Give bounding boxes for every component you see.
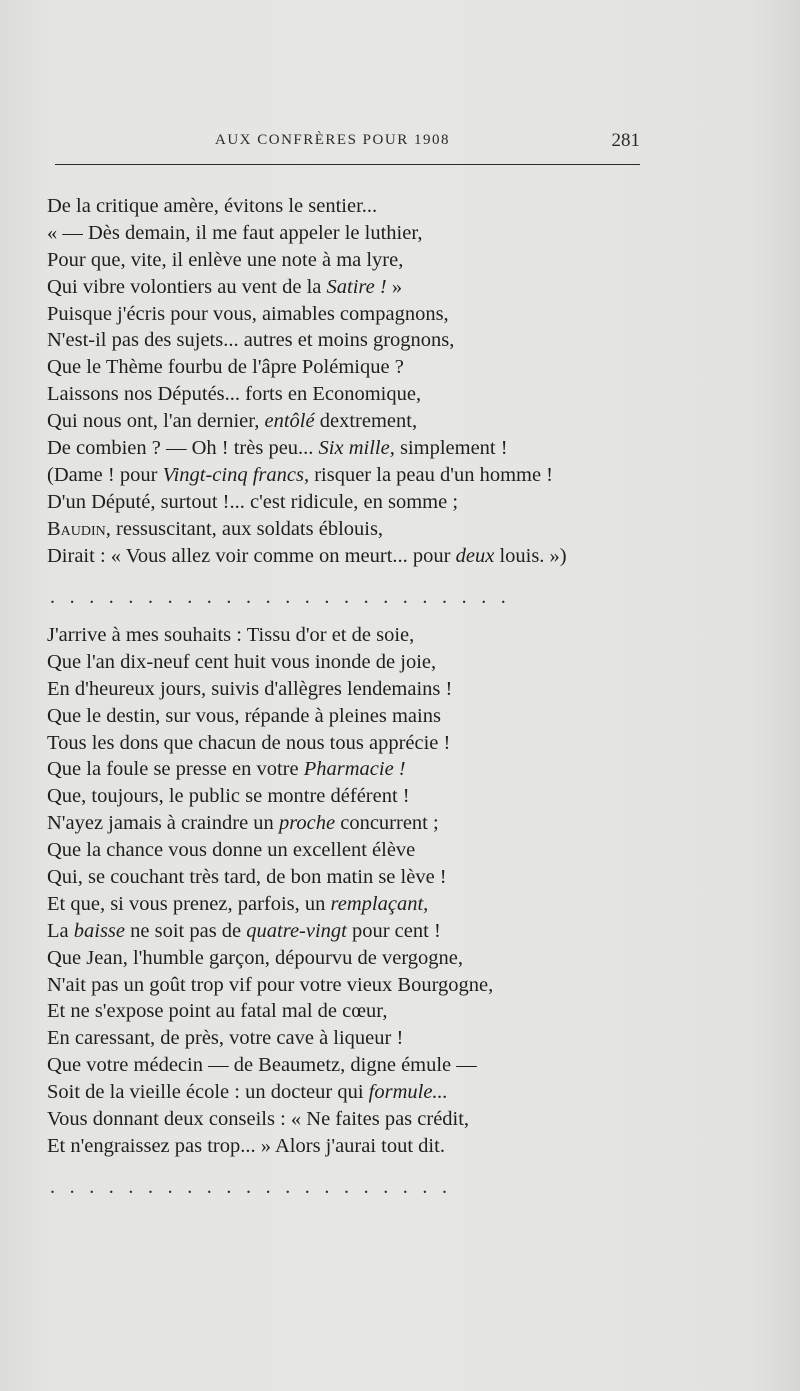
text-segment: Baudin	[47, 517, 106, 540]
verse-line	[47, 516, 567, 543]
text-segment: La	[47, 919, 74, 942]
poem-stanza-2	[47, 622, 493, 1160]
text-segment: De combien ? — Oh ! très peu...	[47, 437, 319, 460]
text-segment: (Dame ! pour	[47, 463, 163, 486]
text-segment: Qui, se couchant très tard, de bon matin se lève !	[47, 866, 447, 889]
italic-segment: entôlé	[264, 410, 315, 433]
verse-line	[47, 756, 493, 783]
text-segment: , ressuscitant, aux soldats éblouis,	[105, 517, 384, 540]
verse-line	[47, 301, 567, 328]
text-segment: Soit de la vieille école : un docteur qui	[47, 1081, 369, 1104]
verse-line	[47, 783, 493, 810]
text-segment: Que l'an dix-neuf cent huit vous inonde de joie,	[47, 650, 437, 673]
verse-line	[47, 435, 567, 462]
verse-line	[47, 703, 493, 730]
text-segment: pour cent !	[346, 919, 441, 942]
verse-line	[47, 972, 493, 999]
verse-line	[47, 1133, 493, 1160]
text-segment: ne soit pas de	[125, 919, 247, 942]
text-segment: Que la foule se presse en votre	[47, 758, 304, 781]
text-segment: Tous les dons que chacun de nous tous apprécie !	[47, 731, 451, 754]
page-number: 281	[611, 130, 640, 151]
verse-line	[47, 327, 567, 354]
verse-line	[47, 489, 567, 516]
italic-segment: Vingt-cinq francs,	[162, 463, 310, 486]
verse-line	[47, 837, 493, 864]
text-segment: Que le Thème fourbu de l'âpre Polémique ?	[47, 356, 404, 379]
text-segment: Que votre médecin — de Beaumetz, digne émule —	[47, 1054, 477, 1077]
verse-line	[47, 1052, 493, 1079]
text-segment: »	[386, 275, 403, 298]
text-segment: Que le destin, sur vous, répande à pleines mains	[47, 704, 441, 727]
text-segment: Que, toujours, le public se montre déférent !	[47, 785, 410, 808]
text-segment: D'un Député, surtout !... c'est ridicule, en somme ;	[47, 490, 459, 513]
verse-line	[47, 543, 567, 570]
text-segment: Que la chance vous donne un excellent élève	[47, 839, 416, 862]
text-segment: Et ne s'expose point au fatal mal de cœur,	[47, 1000, 388, 1023]
text-segment: Vous donnant deux conseils : « Ne faites pas crédit,	[47, 1108, 470, 1131]
text-segment: En d'heureux jours, suivis d'allègres lendemains !	[47, 677, 453, 700]
italic-segment: quatre-vingt	[246, 919, 347, 942]
text-segment: Puisque j'écris pour vous, aimables compagnons,	[47, 302, 449, 325]
italic-segment: formule...	[368, 1081, 448, 1104]
ellipsis-separator: .....................	[50, 1176, 462, 1198]
verse-line	[47, 462, 567, 489]
italic-segment: deux	[455, 544, 495, 567]
page-header	[55, 128, 640, 165]
verse-line	[47, 891, 493, 918]
text-segment: Pour que, vite, il enlève une note à ma lyre,	[47, 248, 404, 271]
poem-stanza-1	[47, 193, 567, 569]
verse-line	[47, 193, 567, 220]
text-segment: concurrent ;	[335, 812, 439, 835]
text-segment: simplement !	[394, 437, 508, 460]
text-segment: De la critique amère, évitons le sentier...	[47, 195, 378, 217]
text-segment: Et que, si vous prenez, parfois, un	[47, 892, 331, 915]
verse-line	[47, 918, 493, 945]
verse-line	[47, 408, 567, 435]
text-segment: Dirait : « Vous allez voir comme on meurt... pour	[47, 544, 456, 567]
verse-line	[47, 247, 567, 274]
verse-line	[47, 730, 493, 757]
text-segment: Qui vibre volontiers au vent de la	[47, 275, 327, 298]
text-segment: Que Jean, l'humble garçon, dépourvu de vergogne,	[47, 946, 464, 969]
italic-segment: Pharmacie !	[303, 758, 406, 781]
verse-line	[47, 864, 493, 891]
verse-line	[47, 354, 567, 381]
ellipsis-separator: ........................	[50, 586, 521, 608]
text-segment: risquer la peau d'un homme !	[309, 463, 554, 486]
text-segment: louis. »)	[494, 544, 567, 567]
verse-line	[47, 676, 493, 703]
italic-segment: Six mille,	[318, 437, 395, 460]
text-segment: J'arrive à mes souhaits : Tissu d'or et de soie,	[47, 624, 415, 646]
text-segment: Qui nous ont, l'an dernier,	[47, 410, 265, 433]
text-segment: N'ait pas un goût trop vif pour votre vieux Bourgogne,	[47, 973, 494, 996]
verse-line	[47, 945, 493, 972]
verse-line	[47, 622, 493, 649]
italic-segment: proche	[278, 812, 336, 835]
text-segment: « — Dès demain, il me faut appeler le luthier,	[47, 221, 423, 244]
italic-segment: baisse	[73, 919, 125, 942]
verse-line	[47, 998, 493, 1025]
verse-line	[47, 1079, 493, 1106]
verse-line	[47, 1025, 493, 1052]
text-segment: Laissons nos Députés... forts en Economique,	[47, 383, 422, 406]
verse-line	[47, 649, 493, 676]
text-segment: N'est-il pas des sujets... autres et moins grognons,	[47, 329, 455, 352]
italic-segment: remplaçant,	[330, 892, 429, 915]
running-title: AUX CONFRÈRES POUR 1908	[215, 132, 450, 148]
verse-line	[47, 381, 567, 408]
verse-line	[47, 274, 567, 301]
text-segment: dextrement,	[314, 410, 418, 433]
verse-line	[47, 220, 567, 247]
text-segment: En caressant, de près, votre cave à liqueur !	[47, 1027, 404, 1050]
verse-line	[47, 1106, 493, 1133]
text-segment: N'ayez jamais à craindre un	[47, 812, 279, 835]
verse-line	[47, 810, 493, 837]
italic-segment: Satire !	[326, 275, 387, 298]
text-segment: Et n'engraissez pas trop... » Alors j'aurai tout dit.	[47, 1134, 445, 1157]
